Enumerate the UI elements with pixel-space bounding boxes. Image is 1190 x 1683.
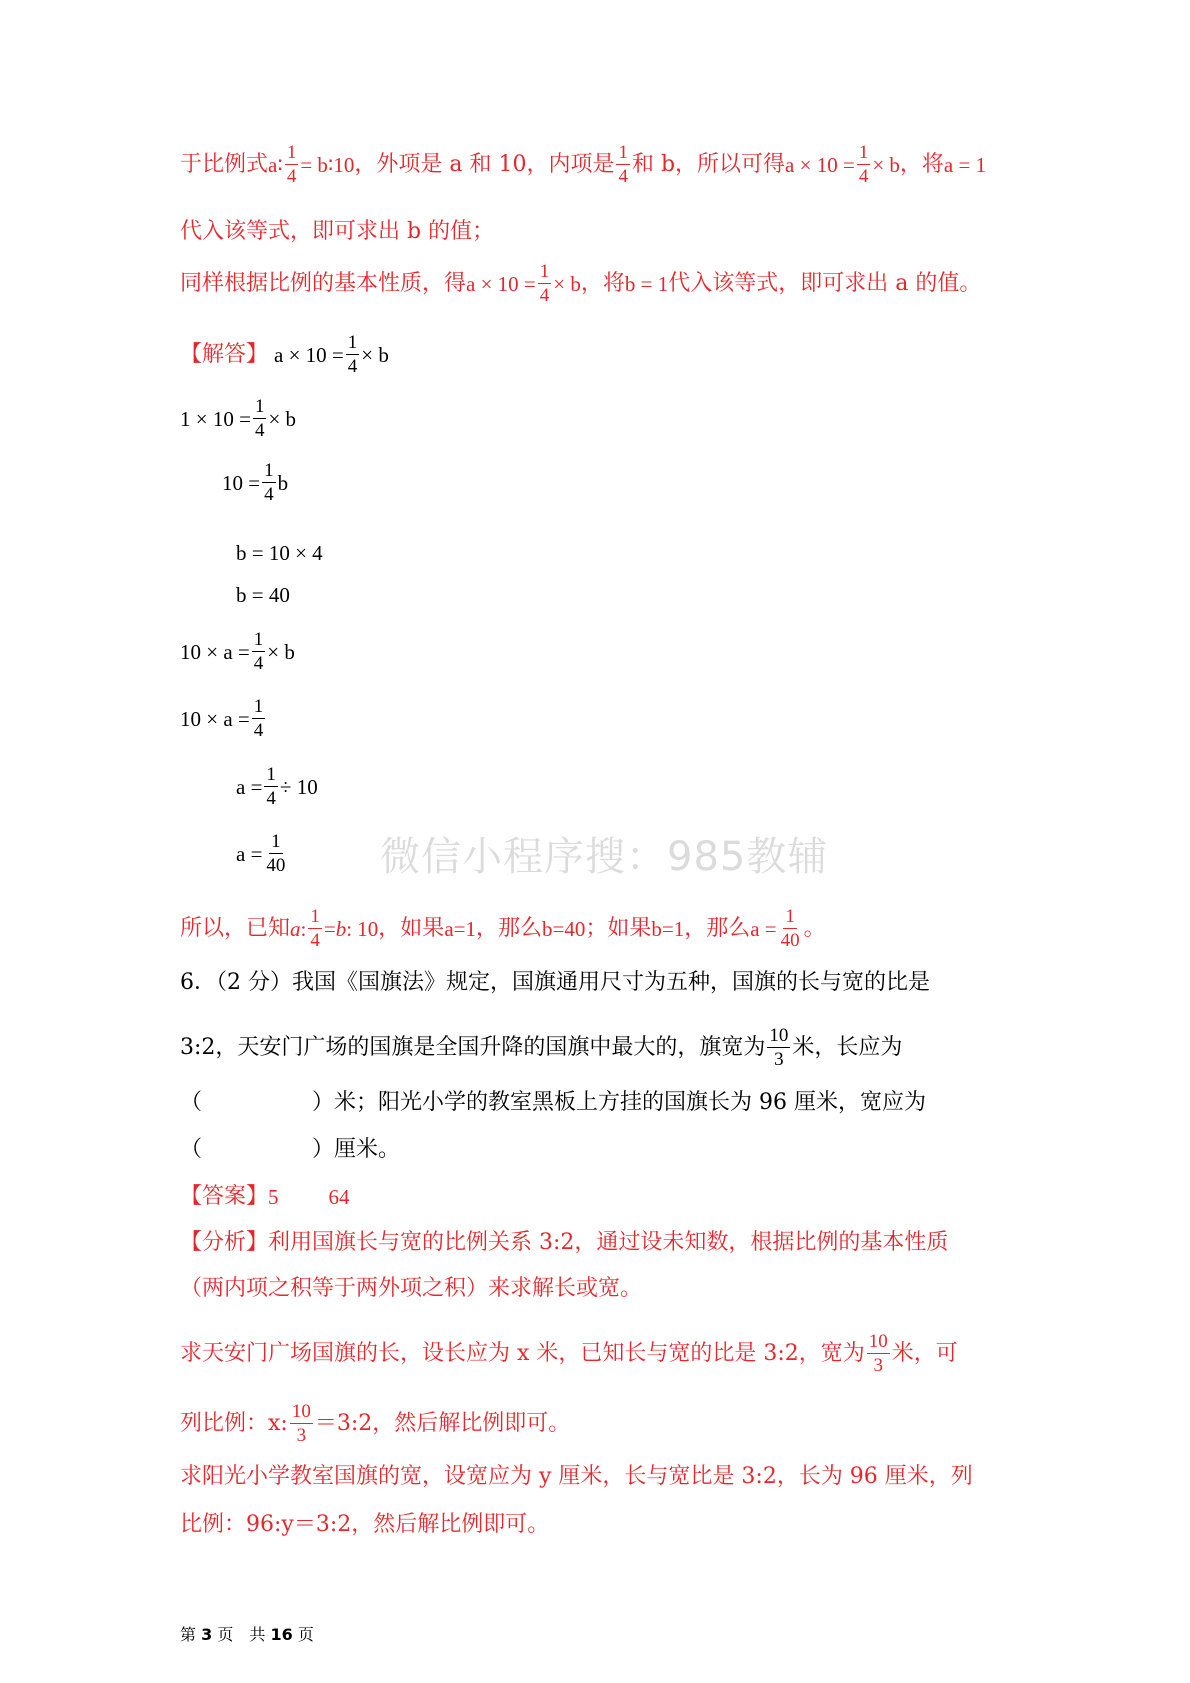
fraction-one-quarter: $\frac{1}{4}$	[618, 142, 628, 187]
math: 10 =	[222, 470, 261, 495]
question-text: （ ）米；阳光小学的教室黑板上方挂的国旗长为 96 厘米，宽应为	[180, 1090, 926, 1115]
footer-text: 页	[297, 1625, 314, 1644]
analysis-line-6	[180, 1510, 549, 1540]
math: 1 × 10 =	[180, 406, 251, 431]
math: × b	[872, 152, 900, 177]
math: = b∶10	[300, 152, 355, 177]
math: × b	[361, 342, 389, 367]
text: 代入该等式，即可求出 a 的值。	[668, 270, 982, 296]
question-line-4	[180, 1135, 400, 1165]
text: ，外项是 a 和 10，内项是	[354, 151, 615, 177]
text: 和 b，所以可得	[631, 151, 786, 177]
analysis-line-4	[180, 1402, 570, 1445]
answer-step-3	[222, 461, 288, 504]
fraction-ten-thirds: $\frac{10}{3}$	[868, 1331, 888, 1376]
footer-text: 第	[180, 1625, 197, 1644]
text: ，那么	[475, 915, 542, 941]
fraction-one-quarter: $\frac{1}{4}$	[264, 460, 274, 505]
analysis-text: 【分析】利用国旗长与宽的比例关系 3:2，通过设未知数，根据比例的基本性质	[180, 1230, 949, 1255]
math: b	[335, 916, 347, 941]
analysis-text: 求阳光小学教室国旗的宽，设宽应为 y 厘米，长与宽比是 3:2，长为 96 厘米，列	[180, 1464, 973, 1489]
analysis-text: 米，可	[891, 1340, 958, 1366]
math: a = 1	[943, 152, 987, 177]
answer-step-1	[180, 333, 389, 376]
text: 代入该等式，即可求出 b 的值；	[180, 219, 495, 244]
math: × b	[268, 406, 297, 431]
math: b = 1	[624, 271, 669, 296]
answer-step-6	[180, 630, 295, 673]
solution-line-2	[180, 217, 494, 247]
fraction-one-quarter: $\frac{1}{4}$	[310, 906, 320, 951]
math: :	[300, 916, 307, 941]
math: a × 10 =	[466, 271, 536, 296]
question-text: 米，长应为	[792, 1034, 903, 1060]
fraction-one-quarter: $\frac{1}{4}$	[253, 696, 264, 741]
answer-label: 【答案】	[180, 1184, 269, 1209]
answer-line	[180, 1182, 350, 1212]
analysis-text: 比例：96:y＝3:2，然后解比例即可。	[180, 1512, 550, 1537]
fraction-one-fortieth: $\frac{1}{40}$	[266, 831, 286, 876]
math: a =	[750, 916, 777, 941]
math: a=1	[444, 916, 476, 941]
math: a × 10 =	[785, 152, 855, 177]
question-text: （ ）厘米。	[180, 1137, 401, 1162]
page-footer	[180, 1622, 314, 1645]
solution-line-1	[180, 143, 986, 186]
answer-step-9	[236, 832, 289, 875]
math: =	[323, 916, 336, 941]
math: × b	[267, 639, 295, 664]
analysis-text: 列比例：x:	[180, 1410, 288, 1436]
fraction-one-quarter: $\frac{1}{4}$	[253, 629, 264, 674]
total-pages: 16	[270, 1625, 293, 1644]
text: 同样根据比例的基本性质，得	[180, 270, 467, 296]
analysis-line-2	[180, 1274, 642, 1304]
math: a =	[236, 841, 263, 866]
fraction-ten-thirds: $\frac{10}{3}$	[291, 1401, 311, 1446]
math: 10 × a =	[180, 639, 250, 664]
math: b = 40	[236, 583, 290, 607]
fraction-one-quarter: $\frac{1}{4}$	[266, 764, 276, 809]
footer-text: 页 共	[217, 1625, 266, 1644]
math: 10 × a =	[180, 706, 250, 731]
answer-value: 64	[328, 1185, 350, 1209]
answer-step-2	[180, 397, 296, 440]
math: b = 10 × 4	[236, 541, 323, 565]
math: a =	[236, 774, 263, 799]
fraction-one-quarter: $\frac{1}{4}$	[858, 142, 869, 187]
fraction-ten-thirds: $\frac{10}{3}$	[769, 1025, 789, 1070]
question-text: 6．（2 分）我国《国旗法》规定，国旗通用尺寸为五种，国旗的长与宽的比是	[180, 970, 930, 995]
text: ，将	[899, 151, 944, 177]
text: ，将	[580, 270, 625, 296]
text: ；如果	[585, 915, 652, 941]
analysis-line-1	[180, 1228, 948, 1258]
fraction-one-quarter: $\frac{1}{4}$	[254, 396, 265, 441]
fraction-one-quarter: $\frac{1}{4}$	[286, 142, 297, 187]
analysis-line-3	[180, 1332, 958, 1375]
math: b=40	[542, 916, 586, 941]
watermark: 微信小程序搜：985教辅	[380, 834, 829, 880]
fraction-one-fortieth: $\frac{1}{40}$	[780, 906, 800, 951]
question-line-2	[180, 1026, 902, 1069]
answer-step-5	[236, 580, 290, 610]
conclusion-line	[180, 907, 826, 950]
analysis-text: 求天安门广场国旗的长，设长应为 x 米，已知长与宽的比是 3:2，宽为	[180, 1340, 865, 1366]
math: : 10	[346, 916, 379, 941]
math: a	[290, 916, 301, 941]
text: ，那么	[684, 915, 751, 941]
analysis-text: ＝3:2，然后解比例即可。	[314, 1410, 571, 1436]
answer-step-8	[236, 765, 318, 808]
text: ，如果	[378, 915, 445, 941]
text: 所以，已知	[180, 915, 291, 941]
math: a × 10 =	[274, 342, 344, 367]
question-text: 3:2，天安门广场的国旗是全国升降的国旗中最大的，旗宽为	[180, 1034, 766, 1060]
math: b=1	[651, 916, 685, 941]
question-line-3	[180, 1088, 926, 1118]
analysis-line-5	[180, 1462, 973, 1492]
math: b	[277, 470, 289, 495]
analysis-text: （两内项之积等于两外项之积）来求解长或宽。	[180, 1276, 643, 1301]
answer-label: 【解答】	[180, 341, 269, 367]
math: × b	[553, 271, 581, 296]
page-number: 3	[201, 1625, 213, 1644]
answer-step-7	[180, 697, 267, 740]
math: a∶	[268, 152, 283, 177]
math: ÷ 10	[279, 774, 318, 799]
answer-value: 5	[268, 1185, 279, 1209]
answer-step-4	[236, 538, 323, 568]
question-line-1	[180, 968, 930, 998]
text: 于比例式	[180, 151, 269, 177]
fraction-one-quarter: $\frac{1}{4}$	[539, 261, 550, 306]
solution-line-3	[180, 262, 981, 305]
text: 。	[803, 915, 826, 941]
fraction-one-quarter: $\frac{1}{4}$	[347, 332, 358, 377]
